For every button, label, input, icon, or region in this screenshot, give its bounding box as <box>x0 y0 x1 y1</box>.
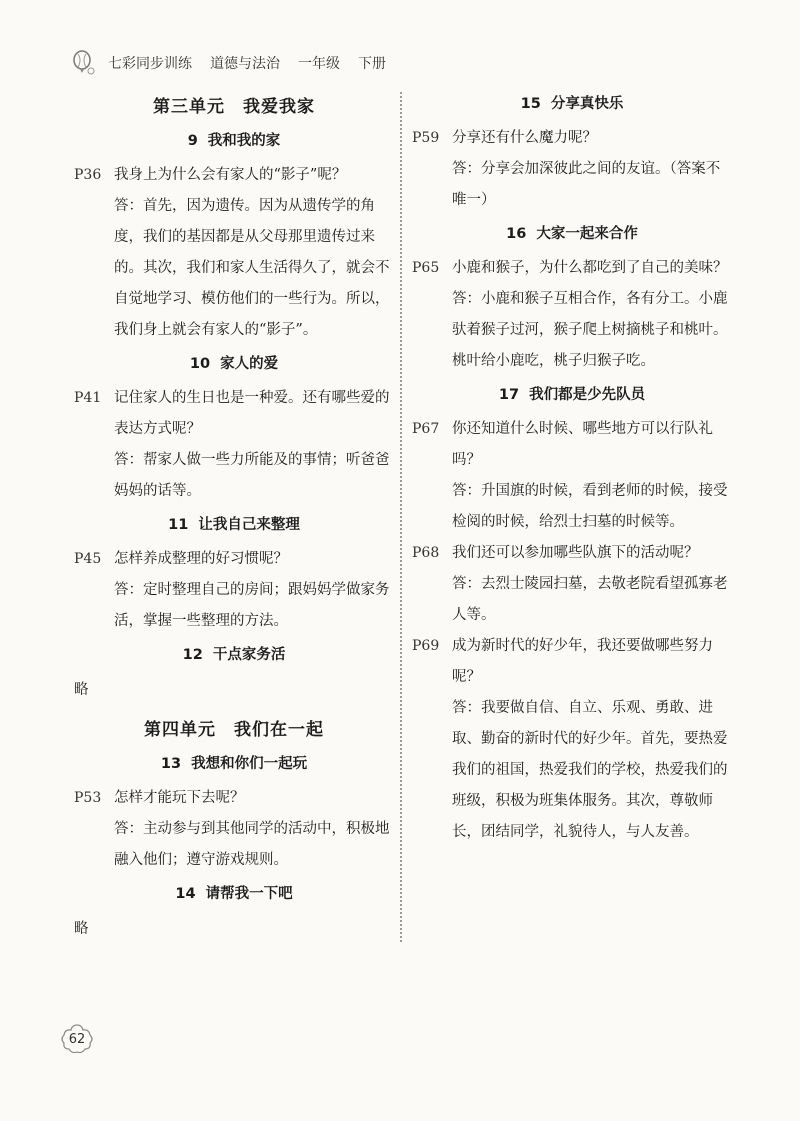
qa-p41 <box>74 383 394 507</box>
answer: 答：主动参与到其他同学的活动中，积极地融入他们；遵守游戏规则。 <box>114 821 390 868</box>
lesson-9-title: 9 我和我的家 <box>187 133 281 149</box>
lesson-14-title: 14 请帮我一下吧 <box>175 886 293 902</box>
page-ref: P36 <box>74 167 102 183</box>
right-column <box>412 86 732 848</box>
answer: 答：首先，因为遗传。因为从遗传学的角度，我们的基因都是从父母那里遗传过来的。其次，我们和家人生活得久了，就会不自觉地学习、模仿他们的一些行为。所以，我们身上就会有家人的“影子”。 <box>114 198 390 338</box>
term-label: 下册 <box>358 56 386 72</box>
qa-p36 <box>74 160 394 346</box>
page-ref: P41 <box>74 390 102 406</box>
qa-p69 <box>412 631 732 848</box>
question: 分享还有什么魔力呢？ <box>452 130 597 146</box>
omitted-note: 略 <box>74 921 89 937</box>
qa-p53 <box>74 783 394 876</box>
lesson-17-title: 17 我们都是少先队员 <box>498 387 646 403</box>
answer: 答：升国旗的时候，看到老师的时候，接受检阅的时候，给烈士扫墓的时候等。 <box>452 483 728 530</box>
qa-p67 <box>412 414 732 538</box>
lesson-15-title: 15 分享真快乐 <box>520 96 624 112</box>
page-ref: P67 <box>412 421 440 437</box>
answer: 答：我要做自信、自立、乐观、勇敢、进取、勤奋的新时代的好少年。首先，要热爱我们的祖国，热爱我们的学校，热爱我们的班级，积极为班集体服务。其次，尊敬师长，团结同学，礼貌待人，与人友善。 <box>452 700 728 840</box>
question: 怎样才能玩下去呢？ <box>114 790 245 806</box>
answer: 答：去烈士陵园扫墓，去敬老院看望孤寡老人等。 <box>452 576 728 623</box>
grade-label: 一年级 <box>298 56 340 72</box>
page-ref: P45 <box>74 551 102 567</box>
balloon-logo-icon <box>70 50 96 76</box>
question: 记住家人的生日也是一种爱。还有哪些爱的表达方式呢？ <box>114 390 390 437</box>
question: 你还知道什么时候、哪些地方可以行队礼吗？ <box>452 421 713 468</box>
series-name: 七彩同步训练 <box>108 56 192 72</box>
answer: 答：分享会加深彼此之间的友谊。（答案不唯一） <box>452 161 721 208</box>
page-ref: P65 <box>412 260 440 276</box>
qa-p68 <box>412 538 732 631</box>
page-ref: P69 <box>412 638 440 654</box>
lesson-11-title: 11 让我自己来整理 <box>168 517 300 533</box>
page-ref: P59 <box>412 130 440 146</box>
answer: 答：帮家人做一些力所能及的事情；听爸爸妈妈的话等。 <box>114 452 390 499</box>
unit-3-title: 第三单元 我爱我家 <box>153 97 315 117</box>
question: 小鹿和猴子，为什么都吃到了自己的美味？ <box>452 260 728 276</box>
lesson-13-title: 13 我想和你们一起玩 <box>160 756 308 772</box>
lesson-16-title: 16 大家一起来合作 <box>506 226 638 242</box>
question: 成为新时代的好少年，我还要做哪些努力呢？ <box>452 638 713 685</box>
column-divider <box>400 92 402 942</box>
page-ref: P53 <box>74 790 102 806</box>
lesson-10-title: 10 家人的爱 <box>189 356 279 372</box>
qa-p45 <box>74 544 394 637</box>
page-ref: P68 <box>412 545 440 561</box>
qa-p65 <box>412 253 732 377</box>
answer: 答：定时整理自己的房间；跟妈妈学做家务活，掌握一些整理的方法。 <box>114 582 390 629</box>
page-header <box>70 48 392 78</box>
question: 怎样养成整理的好习惯呢？ <box>114 551 288 567</box>
qa-p59 <box>412 123 732 216</box>
page-number: 62 <box>60 1022 94 1056</box>
unit-4-title: 第四单元 我们在一起 <box>144 720 324 740</box>
question: 我们还可以参加哪些队旗下的活动呢？ <box>452 545 699 561</box>
subject-name: 道德与法治 <box>210 56 280 72</box>
left-column <box>74 86 394 954</box>
omitted-note: 略 <box>74 682 89 698</box>
lesson-12-title: 12 干点家务活 <box>182 647 286 663</box>
answer: 答：小鹿和猴子互相合作，各有分工。小鹿驮着猴子过河，猴子爬上树摘桃子和桃叶。桃叶给小鹿吃，桃子归猴子吃。 <box>452 291 728 369</box>
question: 我身上为什么会有家人的“影子”呢？ <box>114 167 347 183</box>
